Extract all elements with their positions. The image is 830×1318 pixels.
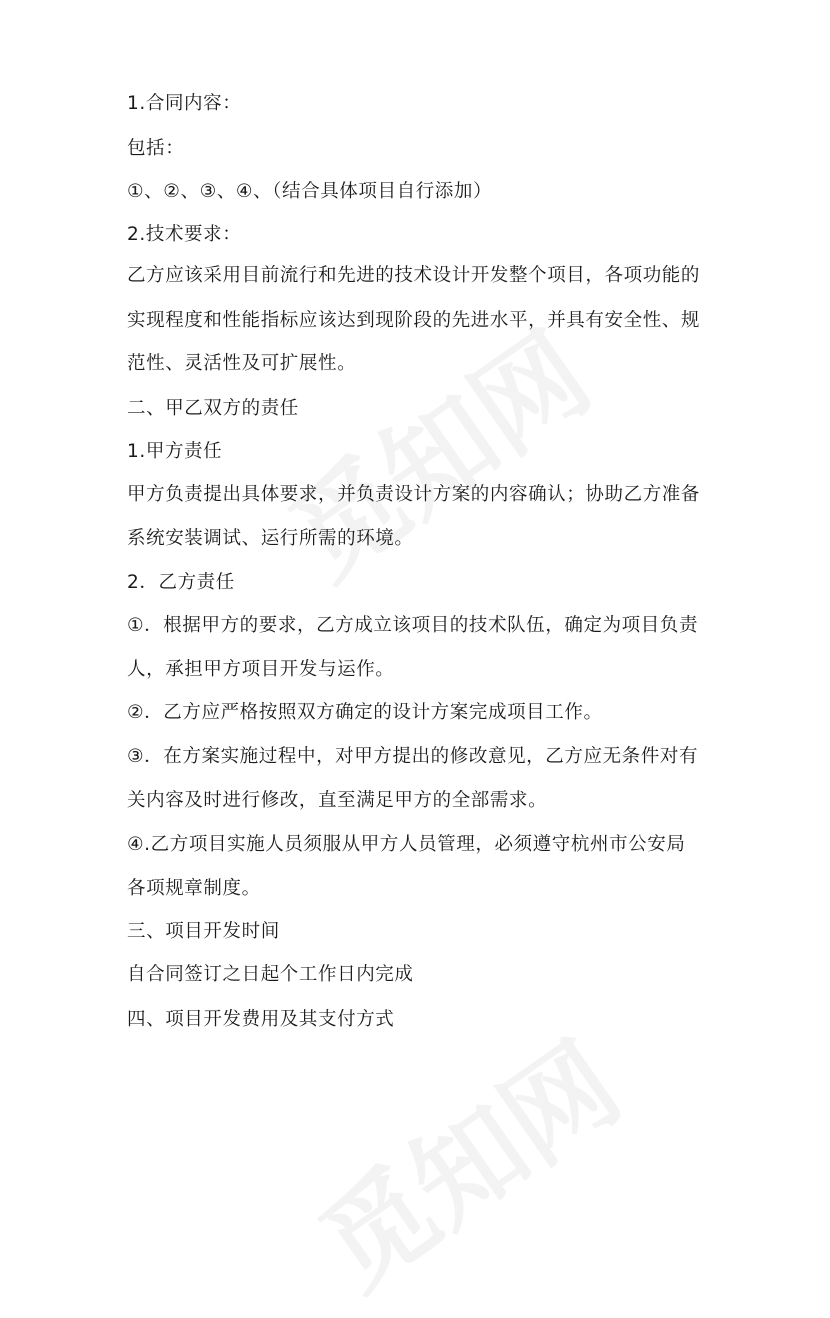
paragraph-technical-line-3: 范性、灵活性及可扩展性。 <box>127 353 357 374</box>
item-4-line-1: ④.乙方项目实施人员须服从甲方人员管理，必须遵守杭州市公安局 <box>127 834 686 855</box>
heading-party-a-responsibility: 1.甲方责任 <box>127 441 223 462</box>
paragraph-party-a-line-1: 甲方负责提出具体要求，并负责设计方案的内容确认；协助乙方准备 <box>127 484 701 505</box>
heading-party-b-responsibility: 2．乙方责任 <box>127 572 235 593</box>
item-4-line-2: 各项规章制度。 <box>127 878 261 899</box>
item-1-line-1: ①．根据甲方的要求，乙方成立该项目的技术队伍，确定为项目负责 <box>127 615 699 636</box>
heading-development-time: 三、项目开发时间 <box>127 921 280 942</box>
heading-contract-content: 1.合同内容： <box>127 93 242 114</box>
text-development-time: 自合同签订之日起个工作日内完成 <box>127 964 414 985</box>
heading-technical-requirements: 2.技术要求： <box>127 224 242 245</box>
item-3-line-2: 关内容及时进行修改，直至满足甲方的全部需求。 <box>127 790 548 811</box>
heading-development-fees: 四、项目开发费用及其支付方式 <box>127 1009 395 1030</box>
item-1-line-2: 人，承担甲方项目开发与运作。 <box>127 659 395 680</box>
item-2: ②．乙方应严格按照双方确定的设计方案完成项目工作。 <box>127 702 603 723</box>
paragraph-party-a-line-2: 系统安装调试、运行所需的环境。 <box>127 528 414 549</box>
item-3-line-1: ③．在方案实施过程中，对甲方提出的修改意见，乙方应无条件对有 <box>127 746 699 767</box>
watermark-bottom <box>285 1000 646 1318</box>
text-includes: 包括： <box>127 138 185 159</box>
paragraph-technical-line-2: 实现程度和性能指标应该达到现阶段的先进水平，并具有安全性、规 <box>127 310 701 331</box>
heading-party-responsibilities: 二、甲乙双方的责任 <box>127 398 299 419</box>
paragraph-technical-line-1: 乙方应该采用目前流行和先进的技术设计开发整个项目，各项功能的 <box>127 265 701 286</box>
watermark-main <box>255 290 616 609</box>
text-items-list: ①、②、③、④、（结合具体项目自行添加） <box>127 181 493 202</box>
